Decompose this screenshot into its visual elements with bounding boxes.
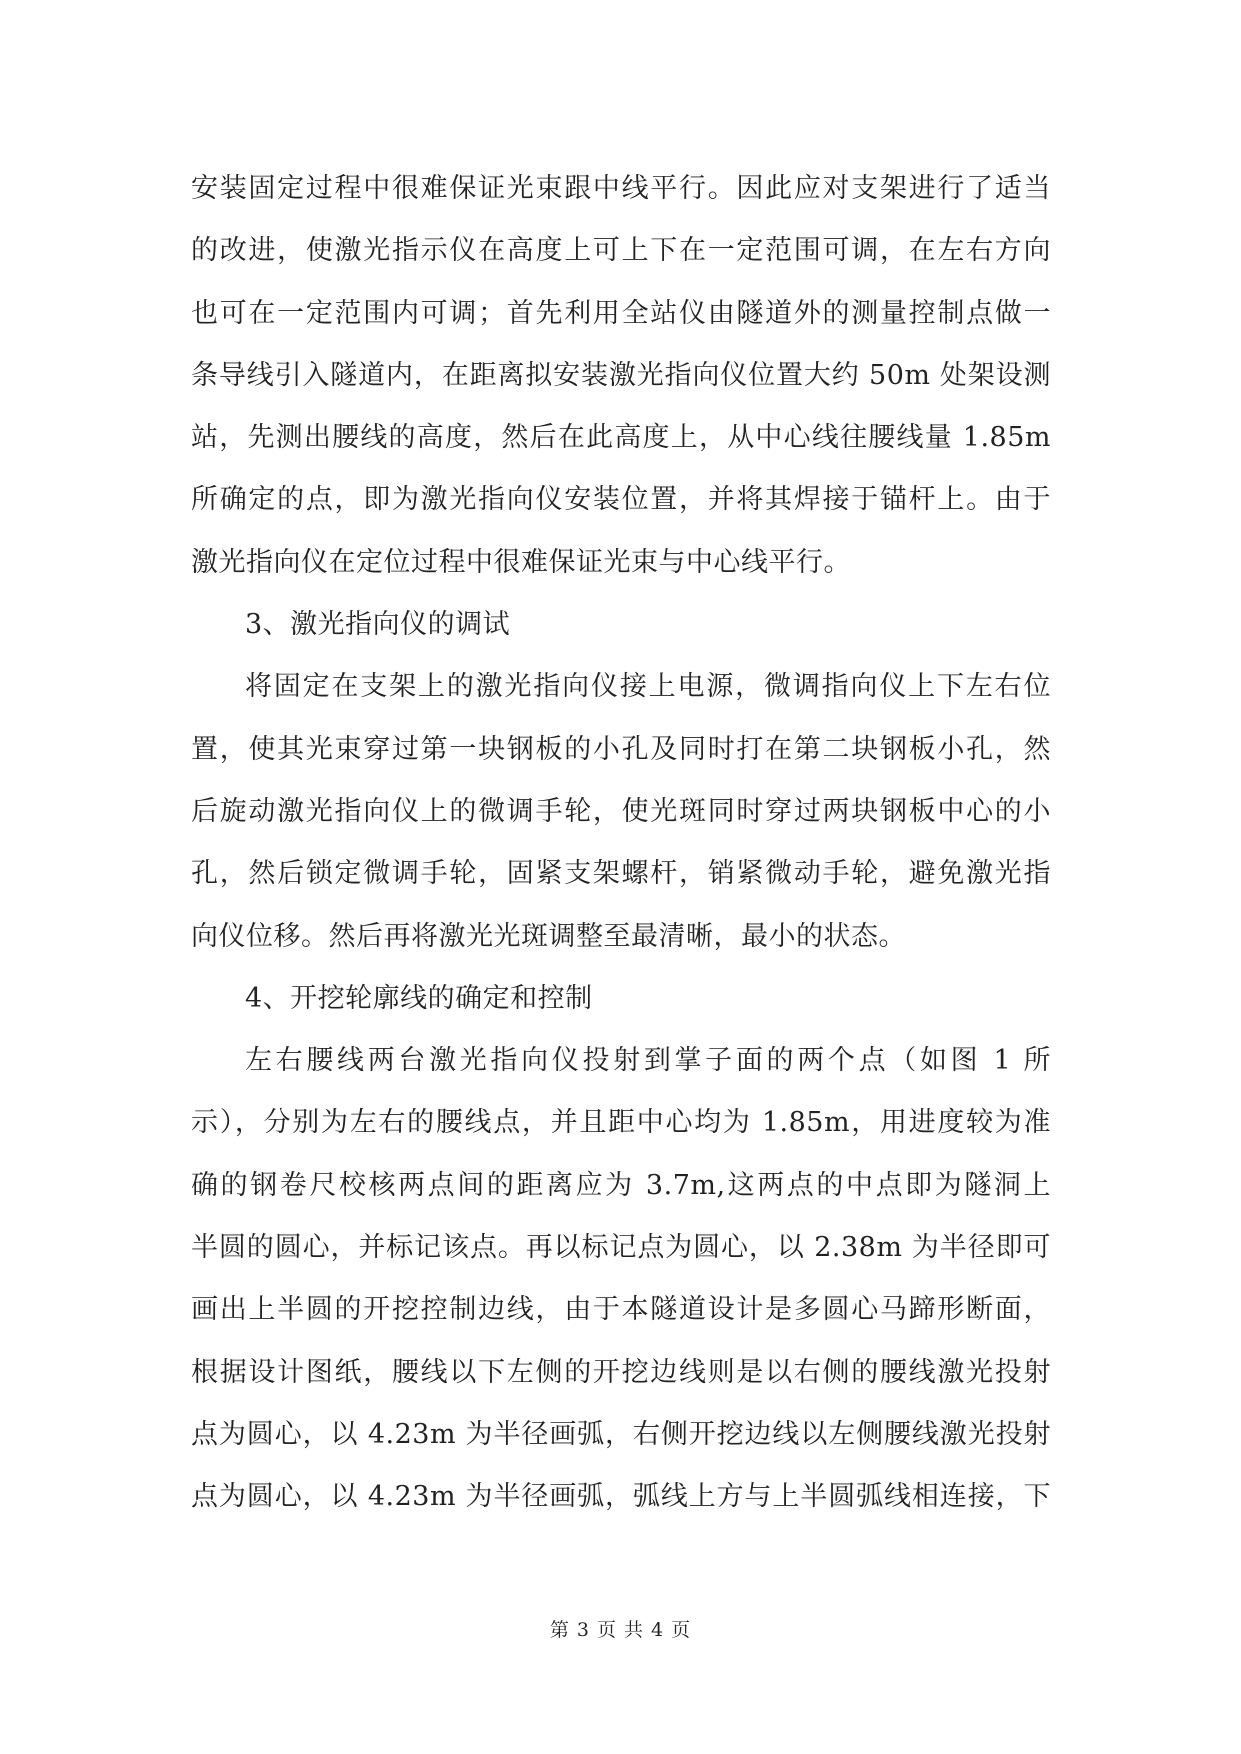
text-line: 将固定在支架上的激光指向仪接上电源，微调指向仪上下左右位: [245, 671, 1051, 703]
text-line: 示），分别为左右的腰线点，并且距中心均为 1.85m，用进度较为准: [191, 1107, 1051, 1139]
text-line: 置，使其光束穿过第一块钢板的小孔及同时打在第二块钢板小孔，然: [191, 733, 1051, 765]
text-line: 站，先测出腰线的高度，然后在此高度上，从中心线往腰线量 1.85m: [191, 422, 1051, 454]
text-line: 条导线引入隧道内，在距离拟安装激光指向仪位置大约 50m 处架设测: [191, 359, 1051, 391]
text-line: 的改进，使激光指示仪在高度上可上下在一定范围可调，在左右方向: [191, 235, 1051, 267]
text-line: 画出上半圆的开挖控制边线，由于本隧道设计是多圆心马蹄形断面，: [191, 1294, 1051, 1326]
page-number: 第 3 页 共 4 页: [549, 1619, 692, 1641]
text-line: 后旋动激光指向仪上的微调手轮，使光斑同时穿过两块钢板中心的小: [191, 795, 1051, 827]
text-line: 向仪位移。然后再将激光光斑调整至最清晰，最小的状态。: [191, 920, 906, 952]
text-line: 孔，然后锁定微调手轮，固紧支架螺杆，销紧微动手轮，避免激光指: [191, 858, 1051, 890]
text-line: 所确定的点，即为激光指向仪安装位置，并将其焊接于锚杆上。由于: [191, 484, 1051, 516]
text-line: 半圆的圆心，并标记该点。再以标记点为圆心，以 2.38m 为半径即可: [191, 1232, 1051, 1264]
text-line: 根据设计图纸，腰线以下左侧的开挖边线则是以右侧的腰线激光投射: [191, 1356, 1051, 1388]
section-heading: 4、开挖轮廓线的确定和控制: [245, 982, 593, 1014]
text-line: 安装固定过程中很难保证光束跟中线平行。因此应对支架进行了适当: [191, 173, 1051, 204]
text-line: 也可在一定范围内可调；首先利用全站仪由隧道外的测量控制点做一: [191, 297, 1051, 329]
section-heading: 3、激光指向仪的调试: [245, 609, 511, 641]
text-line: 左右腰线两台激光指向仪投射到掌子面的两个点（如图 1 所: [245, 1045, 1051, 1077]
text-line: 激光指向仪在定位过程中很难保证光束与中心线平行。: [191, 546, 851, 578]
text-line: 点为圆心，以 4.23m 为半径画弧，右侧开挖边线以左侧腰线激光投射: [191, 1418, 1051, 1450]
text-line: 点为圆心，以 4.23m 为半径画弧，弧线上方与上半圆弧线相连接，下: [191, 1481, 1051, 1513]
text-line: 确的钢卷尺校核两点间的距离应为 3.7m,这两点的中点即为隧洞上: [191, 1169, 1051, 1201]
document-body: [191, 158, 1051, 1529]
